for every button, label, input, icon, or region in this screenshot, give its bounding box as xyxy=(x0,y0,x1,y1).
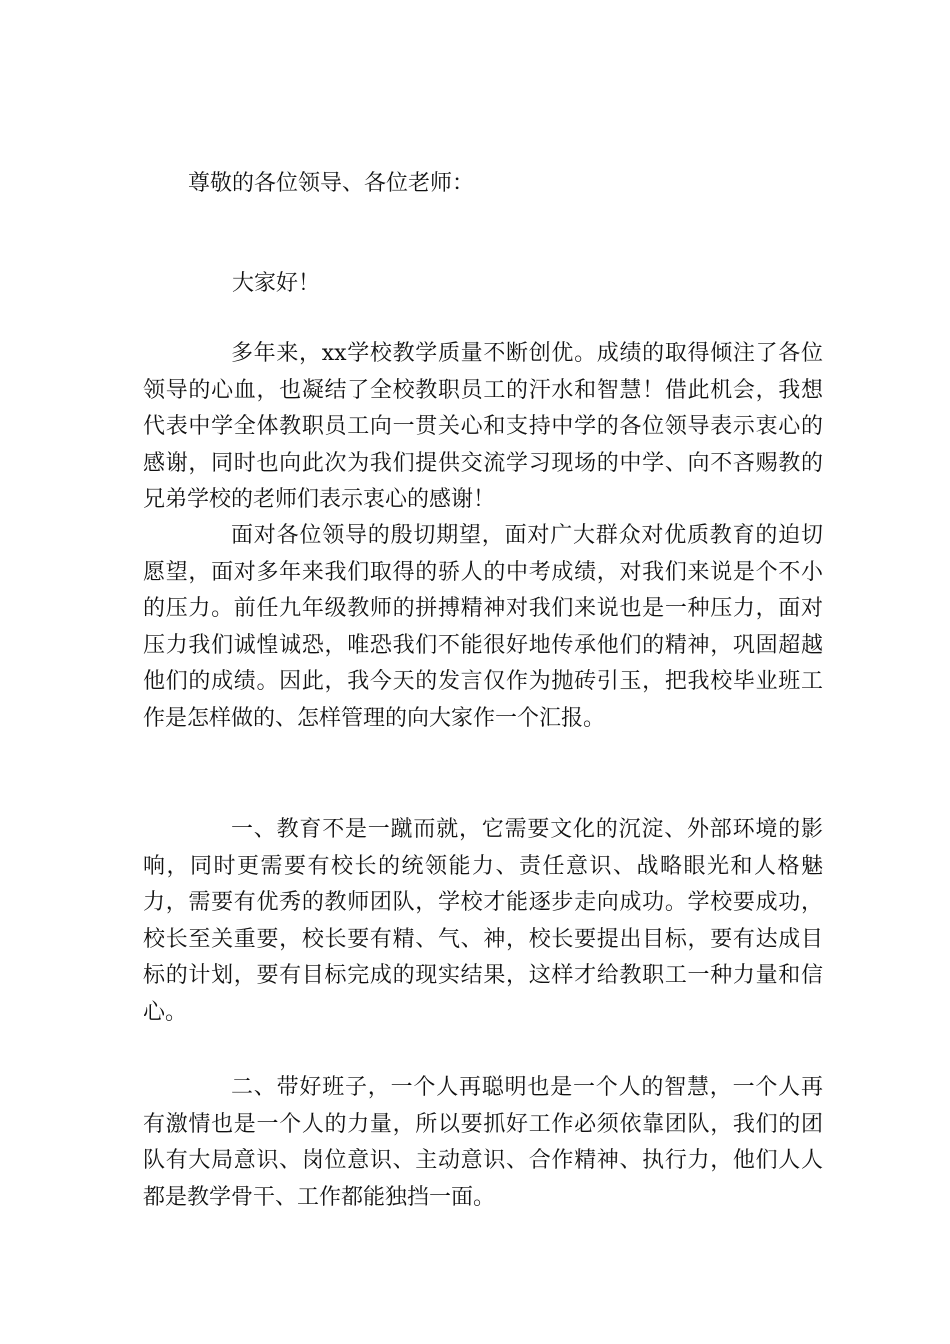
paragraph-gratitude: 多年来，xx学校教学质量不断创优。成绩的取得倾注了各位领导的心血，也凝结了全校教职员工的汗水和智慧！借此机会，我想代表中学全体教职员工向一贯关心和支持中学的各位领导表示衷心的感谢，同时也向此次为我们提供交流学习现场的中学、向不吝赐教的兄弟学校的老师们表示衷心的感谢！ xyxy=(143,341,823,513)
greeting: 大家好！ xyxy=(232,271,321,296)
salutation: 尊敬的各位领导、各位老师： xyxy=(188,171,475,196)
paragraph-pressure: 面对各位领导的殷切期望，面对广大群众对优质教育的迫切愿望，面对多年来我们取得的骄人的中考成绩，对我们来说是个不小的压力。前任九年级教师的拼搏精神对我们来说也是一种压力，面对压力我们诚惶诚恐，唯恐我们不能很好地传承他们的精神，巩固超越他们的成绩。因此，我今天的发言仅作为抛砖引玉，把我校毕业班工作是怎样做的、怎样管理的向大家作一个汇报。 xyxy=(143,523,823,731)
paragraph-point-two: 二、带好班子，一个人再聪明也是一个人的智慧，一个人再有激情也是一个人的力量，所以要抓好工作必须依靠团队，我们的团队有大局意识、岗位意识、主动意识、合作精神、执行力，他们人人都是教学骨干、工作都能独挡一面。 xyxy=(143,1075,823,1210)
paragraph-point-one: 一、教育不是一蹴而就，它需要文化的沉淀、外部环境的影响，同时更需要有校长的统领能力、责任意识、战略眼光和人格魅力，需要有优秀的教师团队，学校才能逐步走向成功。学校要成功，校长至关重要，校长要有精、气、神，校长要提出目标，要有达成目标的计划，要有目标完成的现实结果，这样才给教职工一种力量和信心。 xyxy=(143,817,823,1025)
